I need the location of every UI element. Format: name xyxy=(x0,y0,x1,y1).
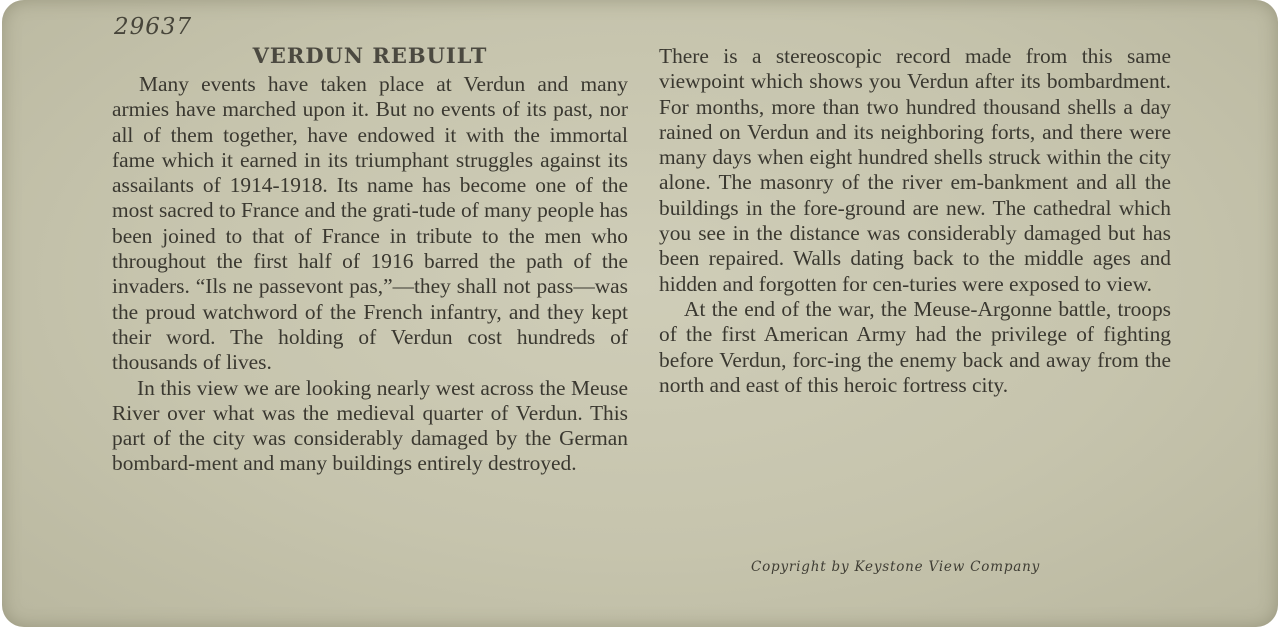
right-paragraph-2: At the end of the war, the Meuse-Argonne battle, troops of the first American Army had the privilege of fighting before Verdun, forc-ing the enemy back and away from the north and east of this heroic fortress city. xyxy=(659,296,1171,397)
right-text-column xyxy=(659,44,1171,398)
stereoview-card-back xyxy=(2,0,1278,627)
card-title: VERDUN REBUILT xyxy=(252,43,488,68)
left-paragraph-1: Many events have taken place at Verdun and many armies have marched upon it. But no events of its past, nor all of them together, have endowed it with the immortal fame which it earned in its triumphant struggles against its assailants of 1914-1918. Its name has become one of the most sacred to France and the grati-tude of many people has been joined to that of France in tribute to the men who throughout the first half of 1916 barred the path of the invaders. “Ils ne passevont pas,”—they shall not pass—was the proud watchword of the French infantry, and they kept their word. The holding of Verdun cost hundreds of thousands of lives. xyxy=(112,72,628,375)
catalog-number: 29637 xyxy=(114,14,193,40)
left-paragraph-2: In this view we are looking nearly west across the Meuse River over what was the medieval quarter of Verdun. This part of the city was considerably damaged by the German bombard-ment and many buildings entirely destroyed. xyxy=(112,375,628,476)
copyright-line: Copyright by Keystone View Company xyxy=(751,559,1041,575)
right-paragraph-1: There is a stereoscopic record made from this same viewpoint which shows you Verdun after its bombardment. For months, more than two hundred thousand shells a day rained on Verdun and its neighboring forts, and there were many days when eight hundred shells struck within the city alone. The masonry of the river em-bankment and all the buildings in the fore-ground are new. The cathedral which you see in the distance was considerably damaged but has been repaired. Walls dating back to the middle ages and hidden and forgotten for cen-turies were exposed to view. xyxy=(659,44,1171,296)
left-text-column xyxy=(112,72,628,477)
